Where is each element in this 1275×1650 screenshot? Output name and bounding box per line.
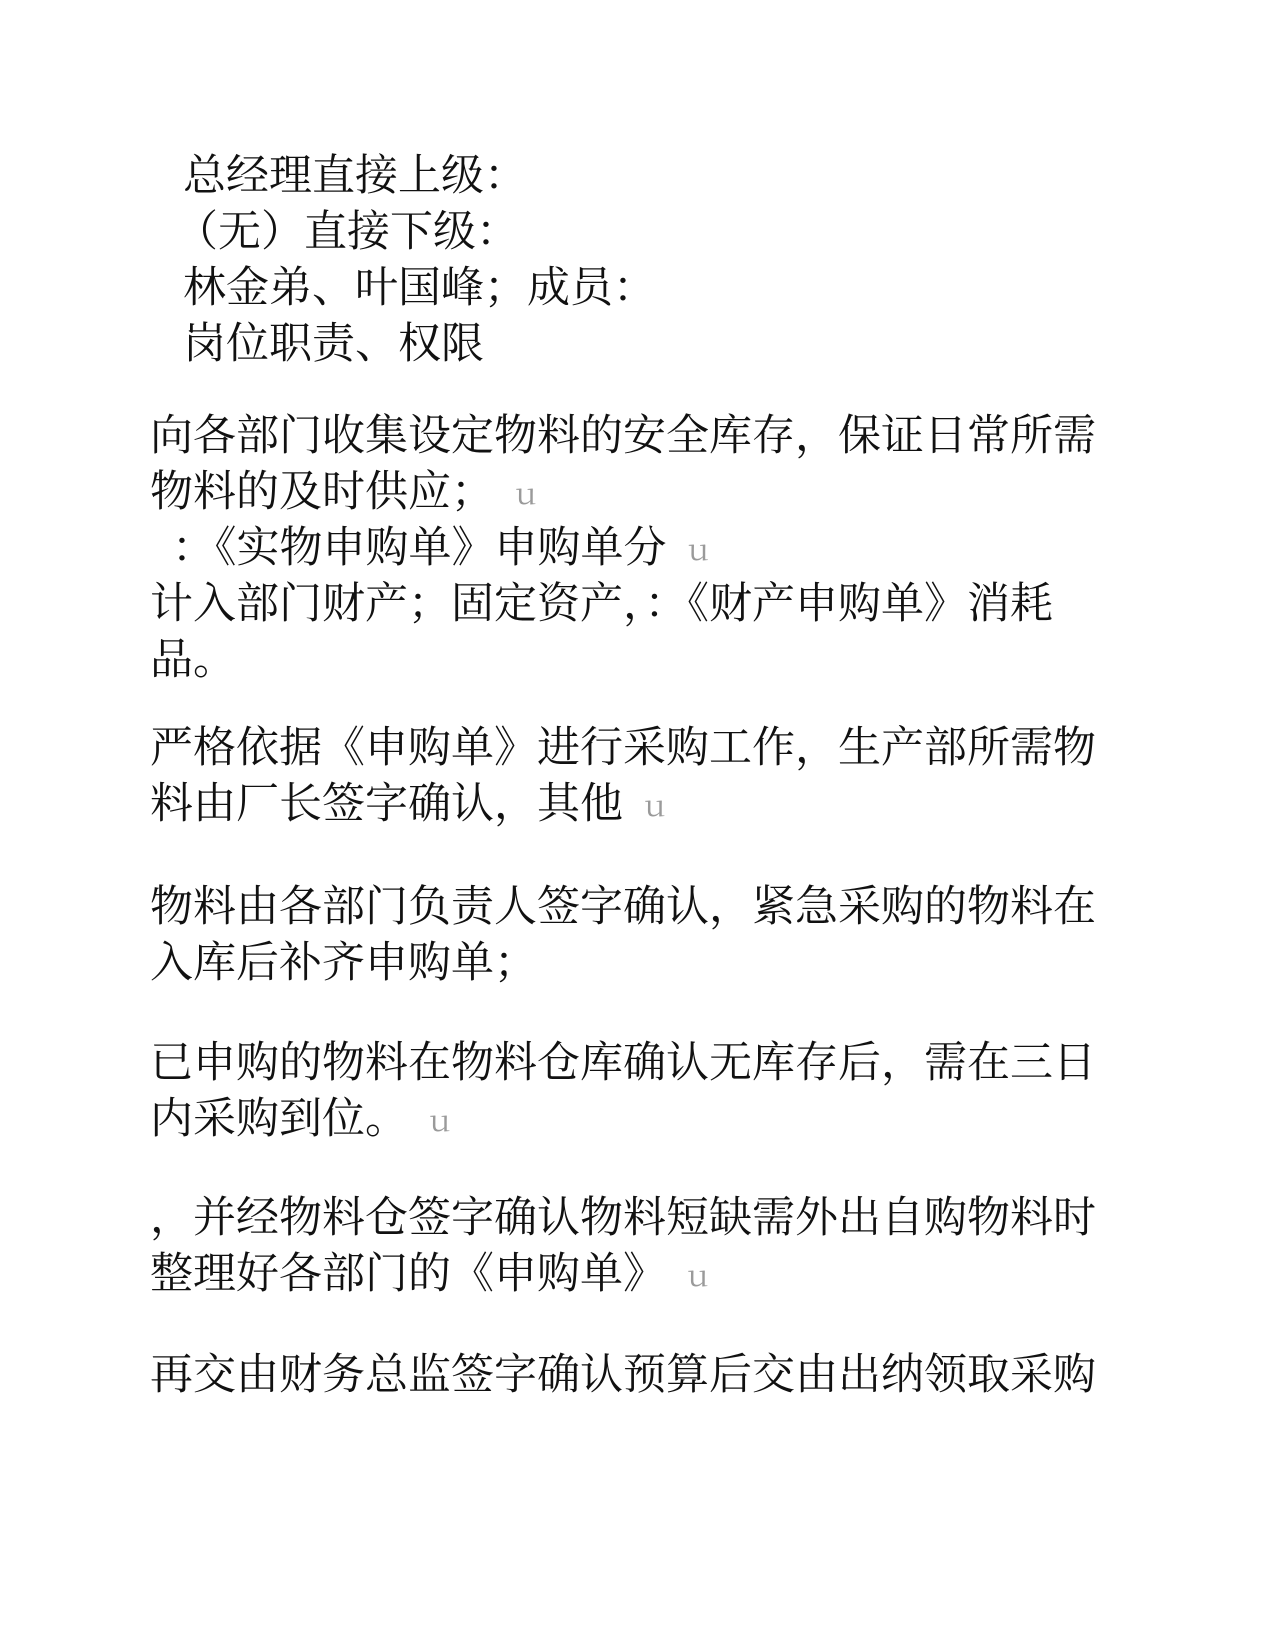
paragraph-signoff <box>150 879 1120 991</box>
position-header <box>175 148 1103 372</box>
paragraph-three-days <box>150 1035 1120 1147</box>
paragraph-line: 物料由各部门负责人签字确认，紧急采购的物料在 <box>150 882 1096 932</box>
duties-heading: 岗位职责、权限 <box>183 319 484 369</box>
paragraph-line: 整理好各部门的《申购单》 ｕ <box>150 1249 713 1299</box>
paragraph-self-purchase <box>150 1190 1120 1302</box>
paragraph-line: 再交由财务总监签字确认预算后交由出纳领取采购 <box>150 1350 1096 1400</box>
paragraph-mark-icon: ｕ <box>641 790 670 823</box>
paragraph-line: 品。 <box>150 635 236 685</box>
paragraph-line: 计入部门财产；固定资产，：《财产申购单》消耗 <box>150 579 1053 629</box>
paragraph-line: 向各部门收集设定物料的安全库存，保证日常所需 <box>150 411 1096 461</box>
paragraph-mark-icon: ｕ <box>684 1260 713 1293</box>
paragraph-line: 严格依据《申购单》进行采购工作，生产部所需物 <box>150 723 1096 773</box>
paragraph-line: 内采购到位。 ｕ <box>150 1094 455 1144</box>
paragraph-mark-icon: ｕ <box>512 478 541 511</box>
subordinate-line: （无）直接下级： <box>175 207 519 257</box>
paragraph-inventory <box>150 408 1120 688</box>
paragraph-mark-icon: ｕ <box>426 1105 455 1138</box>
paragraph-line: ：《实物申购单》申购单分 ｕ <box>172 523 713 573</box>
paragraph-line: 入库后补齐申购单； <box>150 938 537 988</box>
paragraph-line: 已申购的物料在物料仓库确认无库存后，需在三日 <box>150 1038 1096 1088</box>
paragraph-purchase-basis <box>150 720 1120 832</box>
paragraph-finance <box>150 1347 1120 1403</box>
paragraph-line: ，并经物料仓签字确认物料短缺需外出自购物料时 <box>150 1193 1096 1243</box>
paragraph-line: 料由厂长签字确认，其他 ｕ <box>150 779 670 829</box>
paragraph-line: 物料的及时供应； ｕ <box>150 467 541 517</box>
paragraph-mark-icon: ｕ <box>684 534 713 567</box>
superior-line: 总经理直接上级： <box>183 151 527 201</box>
members-line: 林金弟、叶国峰；成员： <box>183 263 656 313</box>
